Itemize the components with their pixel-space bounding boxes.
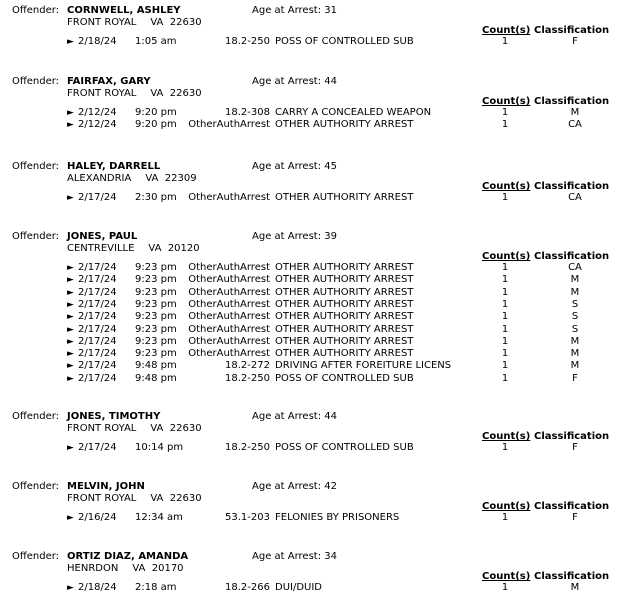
address-state-zip: VA 22630 [150, 17, 202, 28]
classification-header: Classification [534, 96, 610, 107]
age-label: Age at Arrest: [252, 161, 322, 172]
charge-time: 12:34 am [135, 512, 183, 523]
arrow-icon: ► [67, 312, 74, 323]
charge-date: 2/17/24 [78, 286, 117, 298]
arrow-icon: ► [67, 287, 74, 298]
charge-code: OtherAuthArrest [188, 274, 270, 286]
charge-classification: M [570, 335, 580, 347]
offender-address [67, 493, 202, 505]
classification-header: Classification [534, 501, 610, 512]
arrow-icon: ► [67, 336, 74, 347]
charge-date: 2/17/24 [78, 348, 117, 360]
counts-header: Count(s) [482, 431, 531, 442]
charge-time: 9:20 pm [135, 107, 177, 118]
charge-date: 2/17/24 [78, 323, 117, 335]
charge-date: 2/17/24 [78, 335, 117, 347]
charge-code: OtherAuthArrest [188, 348, 270, 360]
arrow-icon: ► [67, 583, 74, 593]
offender-address [67, 17, 202, 29]
charge-time: 9:23 pm [135, 274, 177, 286]
charge-classification: F [572, 442, 578, 453]
charge-code: 18.2-308 [225, 107, 270, 118]
charge-code: OtherAuthArrest [188, 298, 270, 310]
counts-header: Count(s) [482, 96, 531, 107]
offender-label: Offender: [12, 5, 60, 16]
charge-date: 2/17/24 [78, 360, 117, 372]
offender-address [67, 563, 184, 575]
charge-description: OTHER AUTHORITY ARREST [275, 286, 414, 298]
age-label: Age at Arrest: [252, 551, 322, 562]
age-label: Age at Arrest: [252, 231, 322, 242]
address-city: CENTREVILLE [67, 243, 135, 254]
charge-row [0, 36, 625, 48]
charge-row [0, 324, 625, 336]
charge-row [0, 512, 625, 524]
address-state-zip: VA 20120 [148, 243, 200, 254]
age-at-arrest [252, 411, 337, 423]
charge-code: OtherAuthArrest [188, 192, 270, 203]
charge-classification: M [570, 286, 580, 298]
charge-count: 1 [501, 262, 509, 273]
charge-code: OtherAuthArrest [188, 119, 270, 131]
charge-date: 2/18/24 [78, 582, 117, 593]
classification-header: Classification [534, 25, 610, 36]
arrow-icon: ► [67, 263, 74, 273]
charge-code: 18.2-250 [225, 36, 270, 47]
age-at-arrest [252, 76, 337, 88]
address-city: FRONT ROYAL [67, 88, 137, 99]
charge-classification: M [570, 582, 580, 593]
charge-classification: S [571, 298, 579, 310]
age-value: 44 [324, 76, 337, 87]
charge-date: 2/12/24 [78, 107, 117, 118]
charge-time: 9:23 pm [135, 286, 177, 298]
charge-count: 1 [501, 298, 509, 310]
charge-classification: F [572, 372, 578, 384]
charge-classification: S [571, 311, 579, 323]
offender-label: Offender: [12, 481, 60, 492]
charge-code: OtherAuthArrest [188, 311, 270, 323]
charge-classification: CA [568, 119, 582, 131]
charge-count: 1 [501, 36, 509, 47]
charge-description: OTHER AUTHORITY ARREST [275, 311, 414, 323]
charge-date: 2/17/24 [78, 274, 117, 286]
charge-row [0, 336, 625, 348]
charge-count: 1 [501, 323, 509, 335]
charge-time: 10:14 pm [135, 442, 184, 453]
charge-description: OTHER AUTHORITY ARREST [275, 323, 414, 335]
age-value: 42 [324, 481, 337, 492]
charge-code: 53.1-203 [225, 512, 270, 523]
charge-row [0, 348, 625, 360]
offender-name: HALEY, DARRELL [67, 161, 161, 172]
offender-address [67, 243, 200, 255]
charge-description: FELONIES BY PRISONERS [275, 512, 400, 523]
address-city: ALEXANDRIA [67, 173, 132, 184]
charge-date: 2/17/24 [78, 192, 117, 203]
charge-date: 2/17/24 [78, 442, 117, 453]
offender-name: FAIRFAX, GARY [67, 76, 151, 87]
age-at-arrest [252, 161, 337, 173]
charge-date: 2/17/24 [78, 298, 117, 310]
offender-name: ORTIZ DIAZ, AMANDA [67, 551, 189, 562]
charge-count: 1 [501, 582, 509, 593]
address-state-zip: VA 22309 [145, 173, 197, 184]
offender-name: JONES, TIMOTHY [67, 411, 161, 422]
charge-date: 2/17/24 [78, 311, 117, 323]
charge-time: 2:18 am [135, 582, 177, 593]
arrow-icon: ► [67, 299, 74, 310]
charge-row [0, 299, 625, 311]
charge-count: 1 [501, 512, 509, 523]
charge-code: 18.2-266 [225, 582, 270, 593]
charge-classification: M [570, 360, 580, 372]
charge-count: 1 [501, 442, 509, 453]
charge-time: 9:23 pm [135, 323, 177, 335]
charge-row [0, 274, 625, 286]
classification-header: Classification [534, 431, 610, 442]
age-at-arrest [252, 5, 337, 17]
charge-classification: F [572, 512, 578, 523]
arrow-icon: ► [67, 37, 74, 47]
offender-address [67, 88, 202, 100]
charge-code: OtherAuthArrest [188, 335, 270, 347]
charge-classification: M [570, 107, 580, 118]
arrow-icon: ► [67, 513, 74, 523]
charge-description: DUI/DUID [275, 582, 323, 593]
charge-time: 9:48 pm [135, 372, 177, 384]
charge-date: 2/18/24 [78, 36, 117, 47]
charge-date: 2/16/24 [78, 512, 117, 523]
address-city: HENRDON [67, 563, 119, 574]
charge-row [0, 582, 625, 594]
charge-description: OTHER AUTHORITY ARREST [275, 192, 414, 203]
offender-label: Offender: [12, 76, 60, 87]
charge-classification: F [572, 36, 578, 47]
charge-description: POSS OF CONTROLLED SUB [275, 372, 414, 384]
charge-description: OTHER AUTHORITY ARREST [275, 262, 414, 273]
age-value: 31 [324, 5, 337, 16]
age-value: 44 [324, 411, 337, 422]
age-at-arrest [252, 551, 337, 563]
charge-row [0, 287, 625, 299]
charge-row [0, 107, 625, 119]
charge-code: OtherAuthArrest [188, 262, 270, 273]
charge-description: DRIVING AFTER FOREITURE LICENS [275, 360, 452, 372]
offender-label: Offender: [12, 551, 60, 562]
arrow-icon: ► [67, 324, 74, 335]
counts-header: Count(s) [482, 181, 531, 192]
charge-count: 1 [501, 119, 509, 131]
charge-time: 9:23 pm [135, 335, 177, 347]
classification-header: Classification [534, 181, 610, 192]
charge-date: 2/17/24 [78, 262, 117, 273]
counts-header: Count(s) [482, 25, 531, 36]
charge-time: 9:23 pm [135, 311, 177, 323]
charge-count: 1 [501, 107, 509, 118]
classification-header: Classification [534, 571, 610, 582]
classification-header: Classification [534, 251, 610, 262]
age-value: 39 [324, 231, 337, 242]
charge-code: 18.2-250 [225, 442, 270, 453]
charge-row [0, 119, 625, 131]
address-city: FRONT ROYAL [67, 17, 137, 28]
charge-code: 18.2-272 [225, 360, 270, 372]
charge-description: OTHER AUTHORITY ARREST [275, 348, 414, 360]
arrow-icon: ► [67, 193, 74, 203]
charge-description: OTHER AUTHORITY ARREST [275, 274, 414, 286]
charge-classification: CA [568, 262, 582, 273]
age-at-arrest [252, 231, 337, 243]
charge-time: 9:48 pm [135, 360, 177, 372]
charge-time: 9:20 pm [135, 119, 177, 131]
charge-count: 1 [501, 286, 509, 298]
offender-label: Offender: [12, 231, 60, 242]
address-state-zip: VA 20170 [132, 563, 184, 574]
charge-row [0, 373, 625, 385]
offender-label: Offender: [12, 161, 60, 172]
charge-row [0, 360, 625, 372]
arrow-icon: ► [67, 361, 74, 372]
charge-count: 1 [501, 348, 509, 360]
charge-code: 18.2-250 [225, 372, 270, 384]
offender-address [67, 423, 202, 435]
arrow-icon: ► [67, 443, 74, 453]
charge-count: 1 [501, 360, 509, 372]
charge-count: 1 [501, 311, 509, 323]
charge-description: OTHER AUTHORITY ARREST [275, 298, 414, 310]
charge-date: 2/12/24 [78, 119, 117, 131]
address-state-zip: VA 22630 [150, 493, 202, 504]
charge-time: 9:23 pm [135, 348, 177, 360]
counts-header: Count(s) [482, 251, 531, 262]
charge-code: OtherAuthArrest [188, 323, 270, 335]
arrow-icon: ► [67, 108, 74, 118]
charge-row [0, 192, 625, 204]
offender-address [67, 173, 197, 185]
charge-code: OtherAuthArrest [188, 286, 270, 298]
charge-count: 1 [501, 192, 509, 203]
age-value: 34 [324, 551, 337, 562]
charge-time: 9:23 pm [135, 262, 177, 273]
charge-description: CARRY A CONCEALED WEAPON [275, 107, 432, 118]
offender-name: CORNWELL, ASHLEY [67, 5, 181, 16]
charge-time: 1:05 am [135, 36, 177, 47]
arrow-icon: ► [67, 120, 74, 131]
charge-description: OTHER AUTHORITY ARREST [275, 335, 414, 347]
charge-classification: S [571, 323, 579, 335]
charge-time: 2:30 pm [135, 192, 177, 203]
arrow-icon: ► [67, 349, 74, 360]
charge-count: 1 [501, 372, 509, 384]
age-label: Age at Arrest: [252, 411, 322, 422]
charge-classification: M [570, 348, 580, 360]
charge-description: POSS OF CONTROLLED SUB [275, 442, 414, 453]
charge-classification: CA [568, 192, 582, 203]
charge-description: OTHER AUTHORITY ARREST [275, 119, 414, 131]
charge-row [0, 442, 625, 454]
age-label: Age at Arrest: [252, 481, 322, 492]
counts-header: Count(s) [482, 571, 531, 582]
charge-count: 1 [501, 274, 509, 286]
arrow-icon: ► [67, 373, 74, 384]
offender-label: Offender: [12, 411, 60, 422]
charge-description: POSS OF CONTROLLED SUB [275, 36, 414, 47]
charge-time: 9:23 pm [135, 298, 177, 310]
address-city: FRONT ROYAL [67, 423, 137, 434]
age-at-arrest [252, 481, 337, 493]
arrow-icon: ► [67, 275, 74, 286]
offender-name: MELVIN, JOHN [67, 481, 145, 492]
charge-count: 1 [501, 335, 509, 347]
charge-date: 2/17/24 [78, 372, 117, 384]
charge-row [0, 311, 625, 323]
offender-name: JONES, PAUL [67, 231, 138, 242]
charge-row [0, 262, 625, 274]
address-city: FRONT ROYAL [67, 493, 137, 504]
address-state-zip: VA 22630 [150, 88, 202, 99]
charge-classification: M [570, 274, 580, 286]
counts-header: Count(s) [482, 501, 531, 512]
age-label: Age at Arrest: [252, 5, 322, 16]
address-state-zip: VA 22630 [150, 423, 202, 434]
age-label: Age at Arrest: [252, 76, 322, 87]
age-value: 45 [324, 161, 337, 172]
